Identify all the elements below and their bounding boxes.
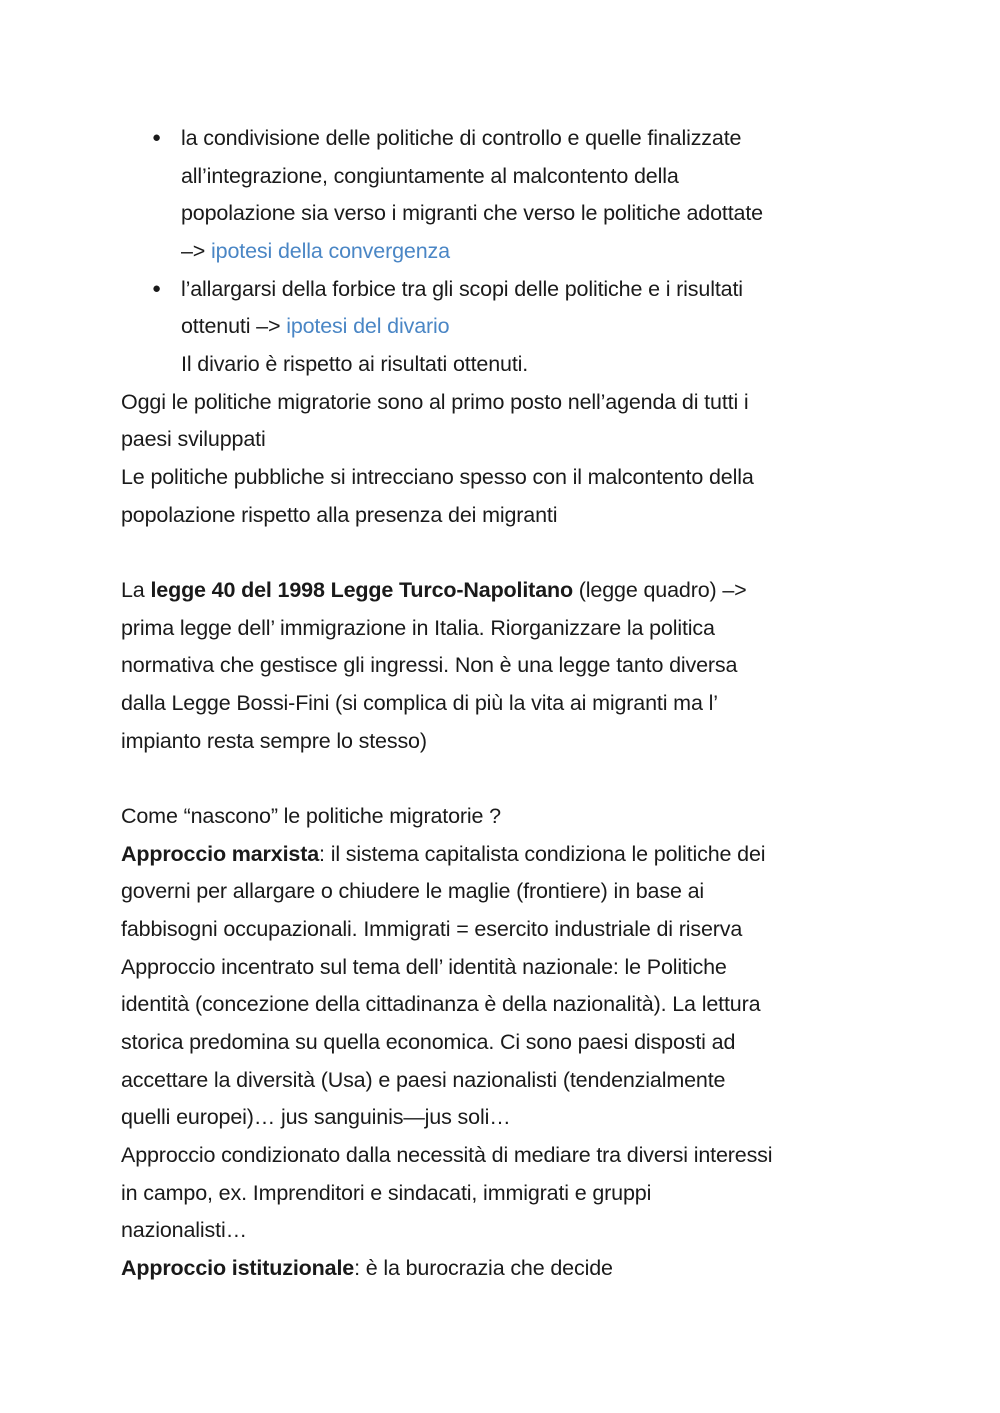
link-ipotesi-convergenza[interactable]: ipotesi della convergenza	[211, 239, 450, 263]
law-line: impianto resta sempre lo stesso)	[121, 729, 427, 753]
identity-line: quelli europei)… jus sanguinis—jus soli…	[121, 1105, 511, 1129]
bullet-2-note: Il divario è rispetto ai risultati ottenuti.	[181, 352, 529, 376]
identity-line: Approccio incentrato sul tema dell’ identità nazionale: le Politiche	[121, 955, 727, 979]
paragraph-line: paesi sviluppati	[121, 427, 266, 451]
paragraph-line: Le politiche pubbliche si intrecciano spesso con il malcontento della	[121, 465, 754, 489]
identity-line: storica predomina su quella economica. Ci sono paesi disposti ad	[121, 1030, 736, 1054]
mediation-line: nazionalisti…	[121, 1218, 247, 1242]
identity-line: identità (concezione della cittadinanza è della nazionalità). La lettura	[121, 992, 761, 1016]
bullet-1-line-3: popolazione sia verso i migranti che verso le politiche adottate	[181, 201, 763, 225]
marxist-line-1	[121, 840, 765, 868]
bullet-1-line-2: all’integrazione, congiuntamente al malcontento della	[181, 164, 679, 188]
bullet-2-prefix: ottenuti –>	[181, 314, 287, 338]
marxist-rest: : il sistema capitalista condiziona le politiche dei	[319, 842, 766, 866]
bullet-2-line-1: l’allargarsi della forbice tra gli scopi delle politiche e i risultati	[181, 277, 743, 301]
institutional-title: Approccio istituzionale	[121, 1256, 355, 1280]
link-ipotesi-divario[interactable]: ipotesi del divario	[286, 314, 450, 338]
arrow-text: –>	[181, 239, 212, 263]
law-line: normativa che gestisce gli ingressi. Non è una legge tanto diversa	[121, 653, 738, 677]
marxist-line: governi per allargare o chiudere le maglie (frontiere) in base ai	[121, 879, 705, 903]
institutional-rest: : è la burocrazia che decide	[354, 1256, 613, 1280]
marxist-line: fabbisogni occupazionali. Immigrati = esercito industriale di riserva	[121, 917, 743, 941]
law-line: dalla Legge Bossi-Fini (si complica di più la vita ai migranti ma l’	[121, 691, 718, 715]
law-intro: La	[121, 578, 151, 602]
law-rest: (legge quadro) –>	[572, 578, 747, 602]
mediation-line: in campo, ex. Imprenditori e sindacati, immigrati e gruppi	[121, 1181, 652, 1205]
mediation-line: Approccio condizionato dalla necessità di mediare tra diversi interessi	[121, 1143, 773, 1167]
law-line: prima legge dell’ immigrazione in Italia. Riorganizzare la politica	[121, 616, 715, 640]
law-intro-line	[121, 576, 747, 604]
bullet-1-line-1: la condivisione delle politiche di controllo e quelle finalizzate	[181, 126, 742, 150]
law-title: legge 40 del 1998 Legge Turco-Napolitano	[150, 578, 573, 602]
question-heading: Come “nascono” le politiche migratorie ?	[121, 804, 501, 828]
bullet-2-line-2	[181, 312, 449, 340]
paragraph-line: Oggi le politiche migratorie sono al primo posto nell’agenda di tutti i	[121, 390, 749, 414]
bullet-1-line-4	[181, 237, 450, 265]
bullet-dot: ●	[152, 129, 161, 146]
marxist-title: Approccio marxista	[121, 842, 320, 866]
bullet-dot: ●	[152, 280, 161, 297]
institutional-line	[121, 1254, 613, 1282]
paragraph-line: popolazione rispetto alla presenza dei migranti	[121, 503, 558, 527]
identity-line: accettare la diversità (Usa) e paesi nazionalisti (tendenzialmente	[121, 1068, 726, 1092]
